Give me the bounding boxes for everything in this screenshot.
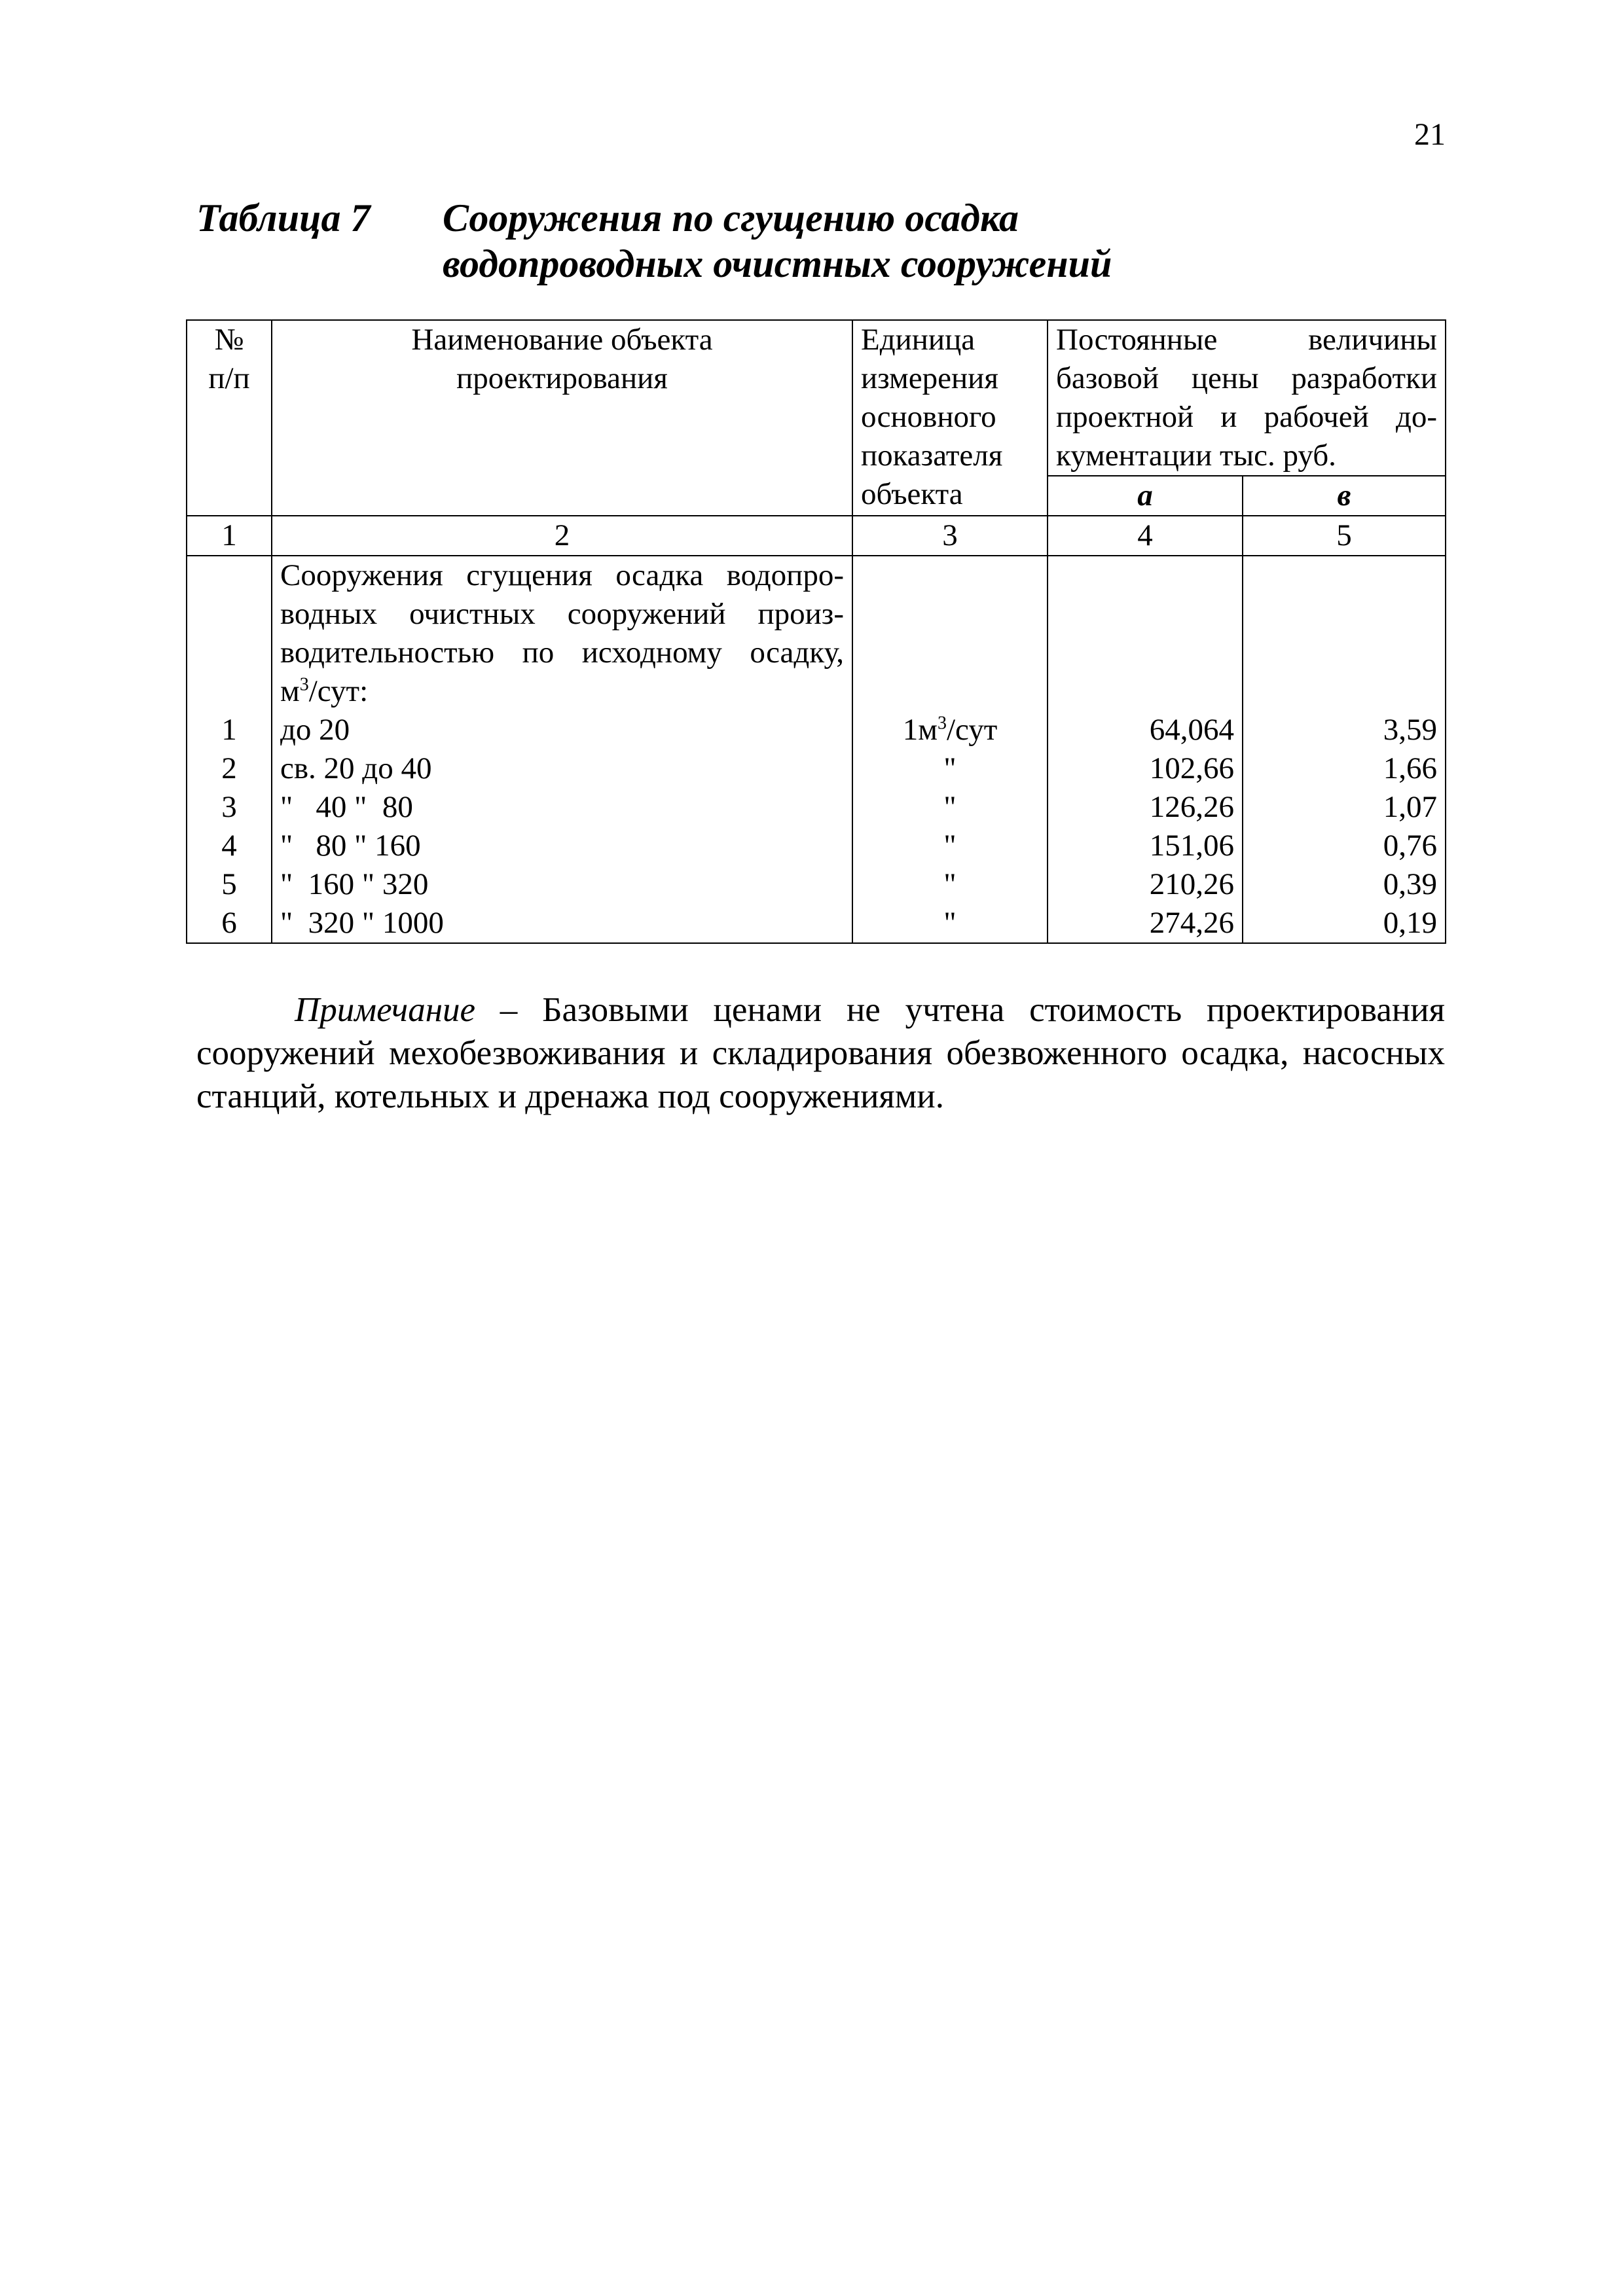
row-number: 4 — [221, 829, 237, 863]
group-label-unit: $м^3$/сут: — [280, 674, 369, 708]
row-number: 6 — [221, 906, 237, 940]
header-constants: Постоянные величины базовой цены разработки проектной и рабочей до- кументации тыс. руб. — [1048, 320, 1446, 476]
row-number: 5 — [221, 867, 237, 901]
value-b: 0,19 — [1383, 906, 1438, 940]
row-number: 2 — [221, 751, 237, 785]
note-label: Примечание — [295, 991, 476, 1029]
row-numbers-cell — [187, 556, 272, 943]
header-sub-a: а — [1048, 476, 1243, 516]
header-unit: Единица измерения основного показателя объекта — [852, 320, 1048, 516]
row-name: св. 20 до 40 — [280, 751, 432, 785]
row-name: " 80 " 160 — [280, 829, 421, 863]
data-table — [186, 319, 1446, 944]
group-label-line: водных очистных сооружений произ- — [280, 597, 844, 631]
row-name: " 40 " 80 — [280, 790, 413, 824]
table-caption-title-line2: водопроводных очистных сооружений — [443, 242, 1112, 285]
row-unit: " — [943, 790, 957, 824]
value-a: 151,06 — [1149, 829, 1234, 863]
row-unit: $1м^3$/сут — [902, 713, 998, 747]
note-text: Базовыми ценами не учтена стоимость проектирования сооружений мехобезвоживания и складирования обезвоженного осадка, насосных станций, котельных и дренажа под сооружениями. — [196, 991, 1446, 1115]
row-unit: " — [943, 751, 957, 785]
row-values-a-cell — [1048, 556, 1243, 943]
column-number-row — [187, 516, 1446, 556]
row-name: " 320 " 1000 — [280, 906, 444, 940]
row-name: до 20 — [280, 713, 350, 747]
row-values-b-cell — [1243, 556, 1446, 943]
column-number: 2 — [272, 516, 852, 556]
column-number: 5 — [1243, 516, 1446, 556]
group-label-line: Сооружения сгущения осадка водопро- — [280, 558, 844, 592]
column-number: 4 — [1048, 516, 1243, 556]
row-unit: " — [943, 867, 957, 901]
header-row — [187, 320, 1446, 476]
row-number: 3 — [221, 790, 237, 824]
row-name: " 160 " 320 — [280, 867, 429, 901]
note-paragraph — [196, 988, 1445, 1118]
row-number: 1 — [221, 713, 237, 747]
value-a: 64,064 — [1149, 713, 1234, 747]
value-b: 0,39 — [1383, 867, 1438, 901]
value-b: 0,76 — [1383, 829, 1438, 863]
group-label-line: водительностью по исходному осадку, — [280, 636, 844, 670]
header-num: № п/п — [187, 320, 272, 516]
value-a: 102,66 — [1149, 751, 1234, 785]
value-b: 3,59 — [1383, 713, 1438, 747]
row-unit: " — [943, 829, 957, 863]
body-row — [187, 556, 1446, 943]
value-a: 126,26 — [1149, 790, 1234, 824]
column-number: 1 — [187, 516, 272, 556]
table-caption-title — [443, 195, 1112, 287]
row-unit: " — [943, 906, 957, 940]
header-name: Наименование объекта проектирования — [272, 320, 852, 516]
table-caption-label: Таблица 7 — [196, 196, 371, 240]
page-number: 21 — [1414, 117, 1446, 152]
note-dash: – — [475, 991, 543, 1029]
row-names-cell — [272, 556, 852, 943]
row-units-cell — [852, 556, 1048, 943]
value-a: 210,26 — [1149, 867, 1234, 901]
header-sub-b: в — [1243, 476, 1446, 516]
table-caption-title-line1: Сооружения по сгущению осадка — [443, 196, 1019, 240]
value-a: 274,26 — [1149, 906, 1234, 940]
value-b: 1,07 — [1383, 790, 1438, 824]
value-b: 1,66 — [1383, 751, 1438, 785]
column-number: 3 — [852, 516, 1048, 556]
